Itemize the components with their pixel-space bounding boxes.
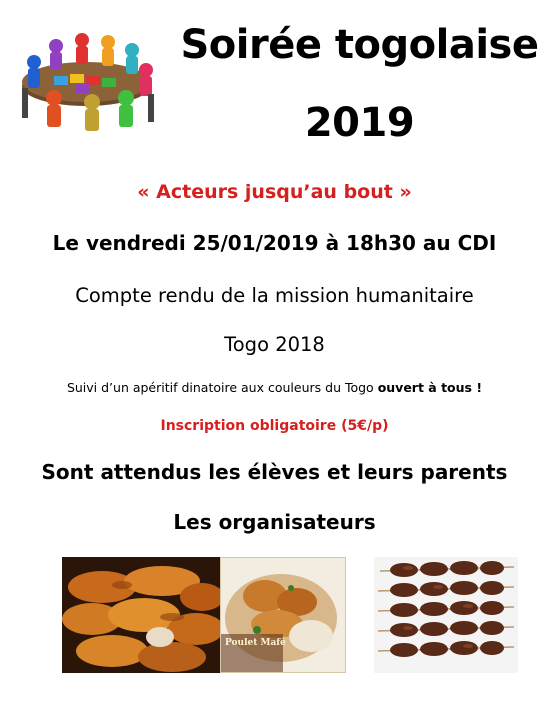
aperitif-emphasis: ouvert à tous ! (377, 380, 483, 395)
meeting-table-clipart (14, 24, 164, 134)
invitees-line: Sont attendus les élèves et leurs parents (41, 460, 508, 484)
event-date: Le vendredi 25/01/2019 à 18h30 au CDI (52, 231, 497, 255)
poster-year: 2019 (304, 100, 415, 146)
tagline-quote: « Acteurs jusqu’au bout » (137, 181, 412, 203)
organizers-line: Les organisateurs (173, 510, 376, 534)
aperitif-line (0, 380, 549, 395)
poster-title: Soirée togolaise (180, 22, 539, 68)
registration-notice: Inscription obligatoire (5€/p) (160, 418, 389, 434)
aperitif-text: Suivi d’un apéritif dinatoire aux couleurs du Togo (66, 380, 378, 395)
mission-year: Togo 2018 (224, 333, 325, 356)
poulet-mafe-photo (220, 557, 346, 673)
report-line: Compte rendu de la mission humanitaire (75, 284, 474, 307)
fried-plantains-photo (62, 557, 220, 673)
brochettes-photo (374, 557, 518, 673)
poulet-mafe-caption: Poulet Mafé (225, 638, 286, 648)
